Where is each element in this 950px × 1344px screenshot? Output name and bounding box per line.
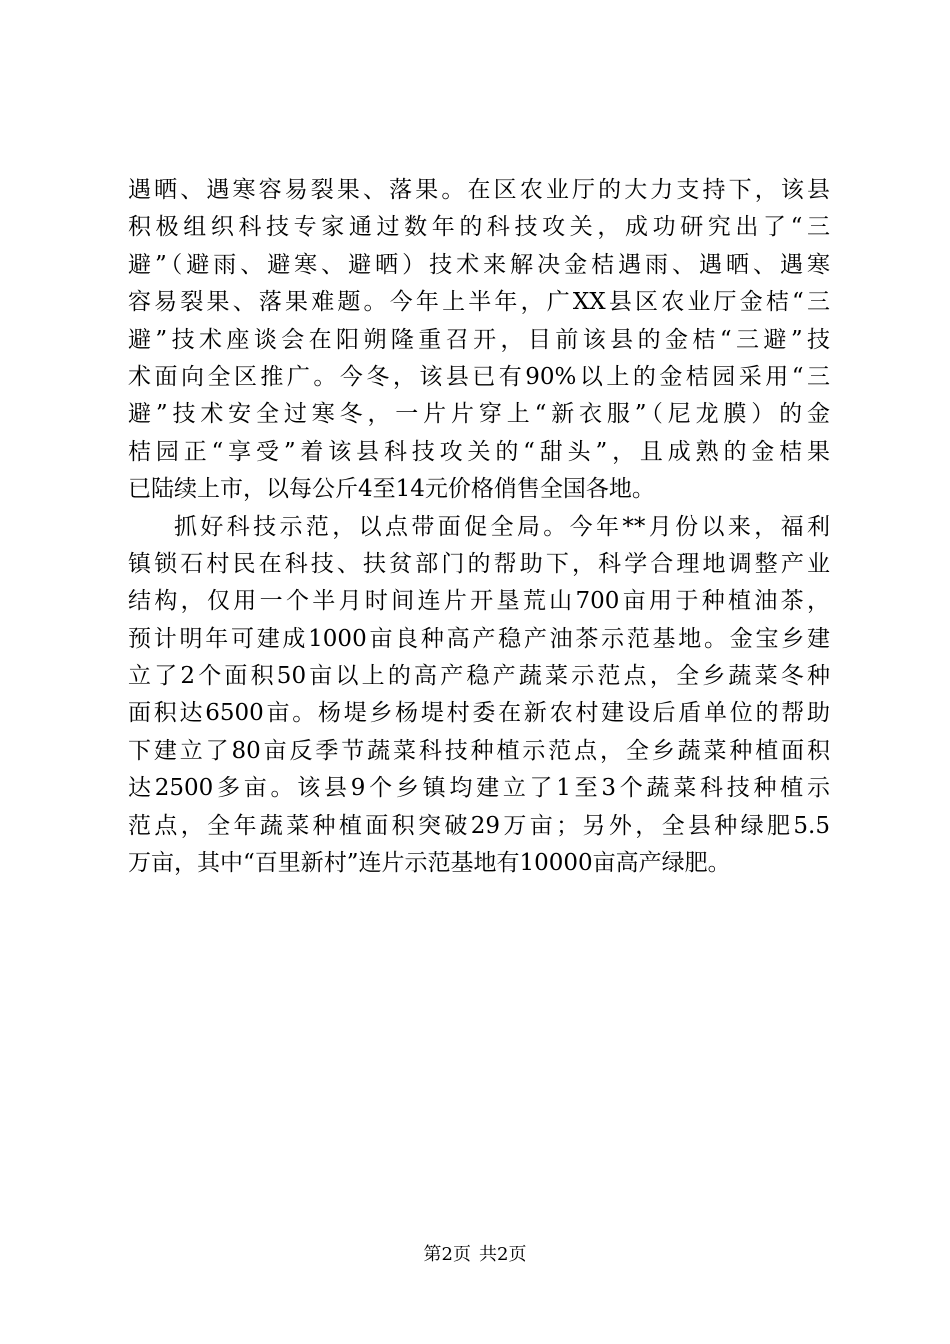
document-body [128,172,830,882]
text-line: 预计明年可建成1000亩良种高产稳产油茶示范基地。金宝乡建 [128,625,830,652]
text-line: 抓好科技示范，以点带面促全局。今年**月份以来，福利 [174,513,830,540]
text-line: 范点，全年蔬菜种植面积突破29万亩；另外，全县种绿肥5.5 [128,812,830,839]
text-line: 结构，仅用一个半月时间连片开垦荒山700亩用于种植油茶， [128,588,830,615]
text-line: 避”（避雨、避寒、避晒）技术来解决金桔遇雨、遇晒、遇寒 [128,251,830,278]
text-line: 立了2个面积50亩以上的高产稳产蔬菜示范点，全乡蔬菜冬种 [128,663,830,690]
text-line: 容易裂果、落果难题。今年上半年，广XX县区农业厅金桔“三 [128,289,830,316]
text-line: 术面向全区推广。今冬，该县已有90%以上的金桔园采用“三 [128,363,830,390]
paragraph-2 [128,509,830,883]
text-line: 镇锁石村民在科技、扶贫部门的帮助下，科学合理地调整产业 [128,550,830,577]
text-line: 遇晒、遇寒容易裂果、落果。在区农业厅的大力支持下，该县 [128,177,830,203]
text-line: 积极组织科技专家通过数年的科技攻关，成功研究出了“三 [128,214,830,241]
text-line: 避”技术座谈会在阳朔隆重召开，目前该县的金桔“三避”技 [128,326,830,353]
text-line: 面积达6500亩。杨堤乡杨堤村委在新农村建设后盾单位的帮助 [128,700,830,727]
page-number-current: 第2页 [423,1244,471,1265]
paragraph-1 [128,172,830,509]
page-footer [0,1243,950,1267]
text-line: 达2500多亩。该县9个乡镇均建立了1至3个蔬菜科技种植示 [128,775,830,802]
text-line: 已陆续上市，以每公斤4至14元价格俏售全国各地。 [128,476,655,503]
text-line: 万亩，其中“百里新村”连片示范基地有10000亩高产绿肥。 [128,850,731,877]
text-line: 桔园正“享受”着该县科技攻关的“甜头”，且成熟的金桔果 [128,438,830,465]
text-line: 避”技术安全过寒冬，一片片穿上“新衣服”（尼龙膜）的金 [128,401,830,428]
text-line: 下建立了80亩反季节蔬菜科技种植示范点，全乡蔬菜种植面积 [128,737,830,764]
page-number-total: 共2页 [479,1244,527,1265]
